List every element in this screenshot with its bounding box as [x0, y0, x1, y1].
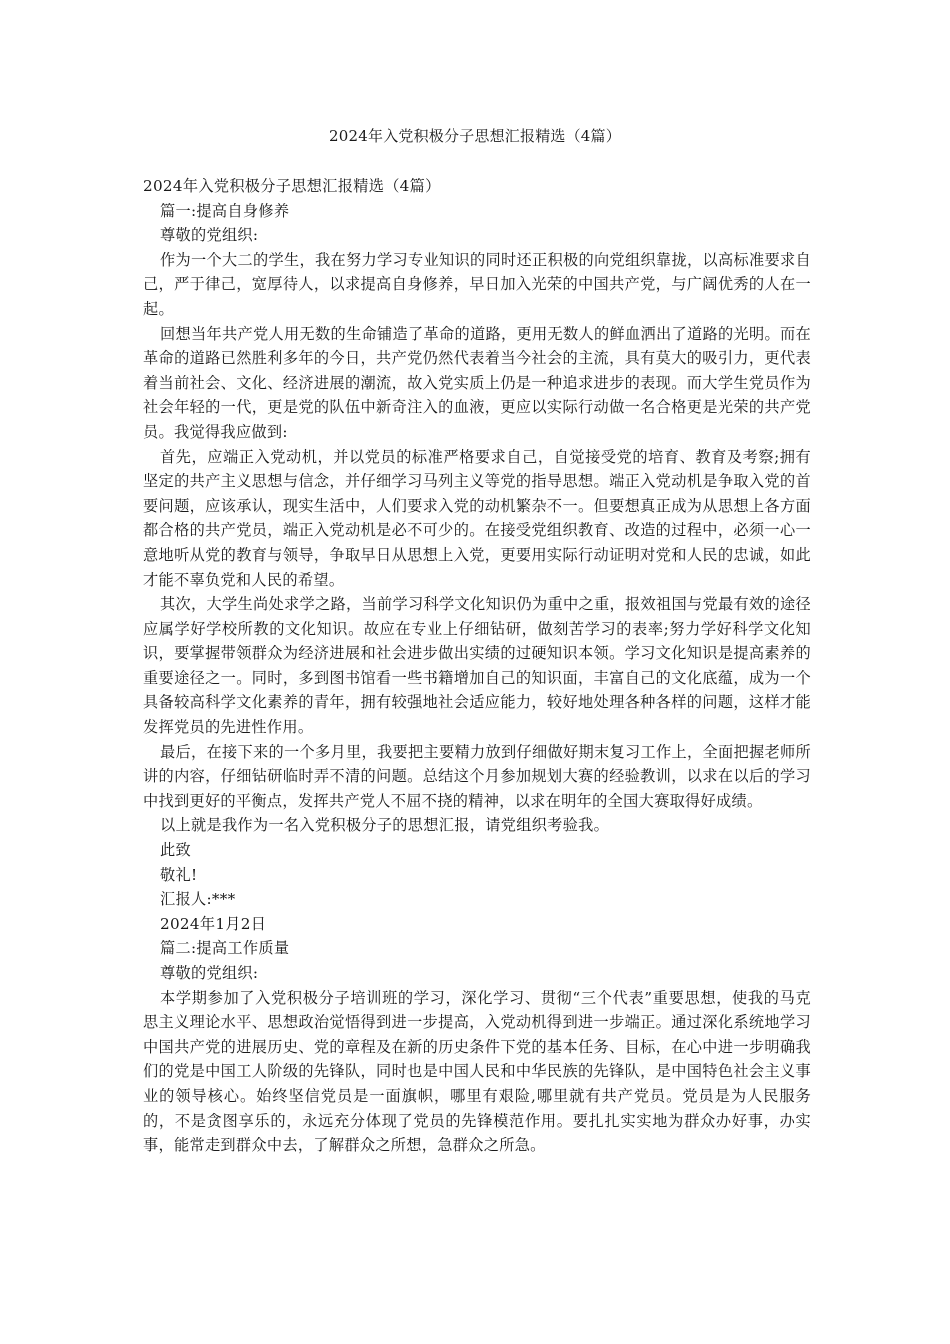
closing-greeting: 敬礼! [160, 865, 198, 884]
body-paragraph: 首先，应端正入党动机，并以党员的标准严格要求自己，自觉接受党的培育、教育及考察;拥有坚定的共产主义思想与信念，并仔细学习马列主义等党的指导思想。端正入党动机是争取入党的首要问题，应该承认，现实生活中，人们要求入党的动机繁杂不一。但要想真正成为从思想上各方面都合格的共产党员，端正入党动机是必不可少的。在接受党组织教育、改造的过程中，必须一心一意地听从党的教育与领导，争取早日从思想上入党，更要用实际行动证明对党和人民的忠诚，如此才能不辜负党和人民的希望。 [143, 447, 811, 589]
section-one-heading: 篇一:提高自身修养 [160, 201, 290, 220]
body-paragraph: 其次，大学生尚处求学之路，当前学习科学文化知识仍为重中之重，报效祖国与党最有效的途径应属学好学校所教的文化知识。故应在专业上仔细钻研，做刻苦学习的表率;努力学好科学文化知识，要掌握带领群众为经济进展和社会进步做出实绩的过硬知识本领。学习文化知识是提高素养的重要途径之一。同时，多到图书馆看一些书籍增加自己的知识面，丰富自己的文化底蕴，成为一个具备较高科学文化素养的青年，拥有较强地社会适应能力，较好地处理各种各样的问题，这样才能发挥党员的先进性作用。 [143, 595, 811, 737]
salutation: 尊敬的党组织: [160, 964, 259, 982]
body-paragraph: 回想当年共产党人用无数的生命铺造了革命的道路，更用无数人的鲜血洒出了道路的光明。而在革命的道路已然胜利多年的今日，共产党仍然代表着当今社会的主流，具有莫大的吸引力，更代表着当前社会、文化、经济进展的潮流，故入党实质上仍是一种追求进步的表现。而大学生党员作为社会年轻的一代，更是党的队伍中新奇注入的血液，更应以实际行动做一名合格更是光荣的共产党员。我觉得我应做到: [143, 324, 811, 441]
salutation: 尊敬的党组织: [160, 226, 259, 245]
reporter-line: 汇报人:*** [160, 890, 236, 909]
report-date: 2024年1月2日 [160, 914, 267, 933]
body-paragraph: 作为一个大二的学生，我在努力学习专业知识的同时还正积极的向党组织靠拢，以高标准要求自己，严于律己，宽厚待人，以求提高自身修养，早日加入光荣的中国共产党，与广阔优秀的人在一起。 [143, 250, 811, 318]
closing-line: 此致 [160, 841, 191, 860]
body-paragraph: 最后，在接下来的一个多月里，我要把主要精力放到仔细做好期末复习工作上，全面把握老师所讲的内容，仔细钻研临时弄不清的问题。总结这个月参加规划大赛的经验教训，以求在以后的学习中找到更好的平衡点，发挥共产党人不屈不挠的精神，以求在明年的全国大赛取得好成绩。 [143, 742, 811, 810]
section-two-heading: 篇二:提高工作质量 [160, 939, 290, 958]
body-paragraph: 以上就是我作为一名入党积极分子的思想汇报，请党组织考验我。 [160, 816, 610, 835]
body-paragraph: 本学期参加了入党积极分子培训班的学习，深化学习、贯彻“三个代表”重要思想，使我的马克思主义理论水平、思想政治觉悟得到进一步提高，入党动机得到进一步端正。通过深化系统地学习中国共产党的进展历史、党的章程及在新的历史条件下党的基本任务、目标，在心中进一步明确我们的党是中国工人阶级的先锋队，同时也是中国人民和中华民族的先锋队，是中国特色社会主义事业的领导核心。始终坚信党员是一面旗帜，哪里有艰险,哪里就有共产党员。党员是为人民服务的，不是贪图享乐的，永远充分体现了党员的先锋模范作用。要扎扎实实地为群众办好事，办实事，能常走到群众中去，了解群众之所想，急群众之所急。 [143, 988, 811, 1155]
document-heading-repeat: 2024年入党积极分子思想汇报精选（4篇） [143, 177, 441, 195]
document-body [143, 174, 811, 1158]
document-title: 2024年入党积极分子思想汇报精选（4篇） [329, 127, 621, 145]
